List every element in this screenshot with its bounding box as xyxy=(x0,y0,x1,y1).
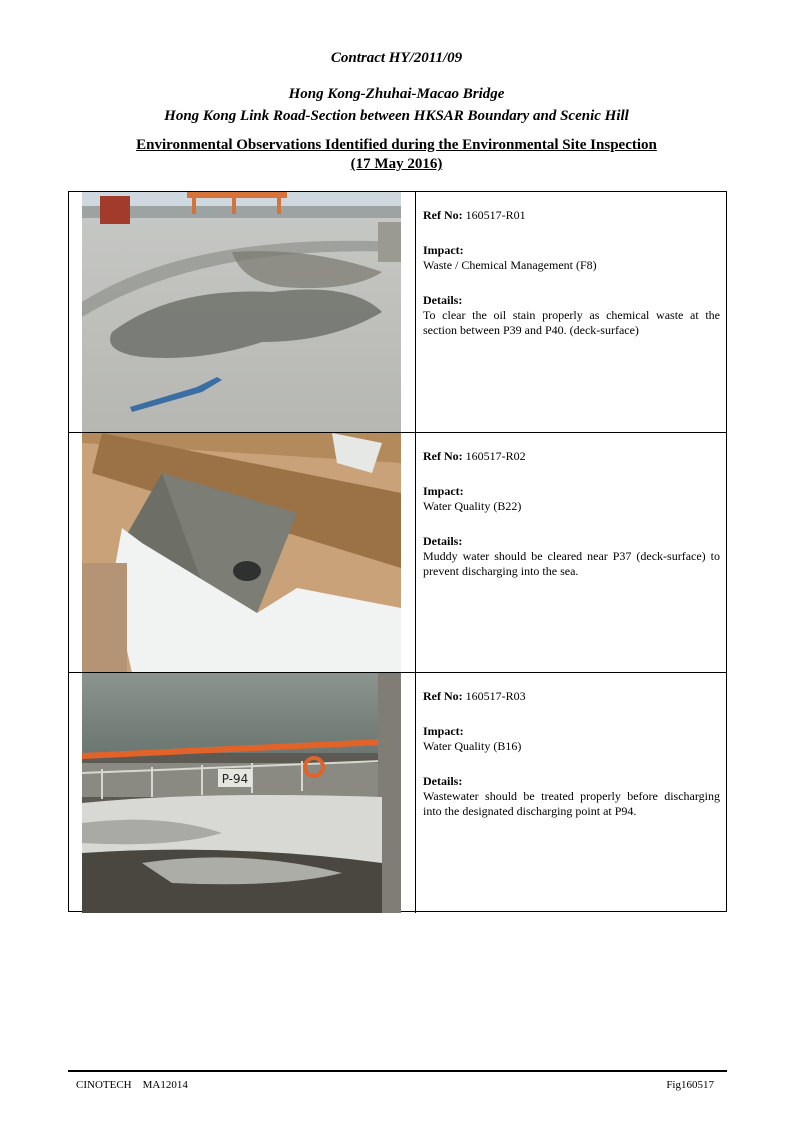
impact-value: Water Quality (B16) xyxy=(423,739,522,753)
ref-number: 160517-R03 xyxy=(465,689,526,703)
details-label: Details: xyxy=(423,534,463,548)
column-divider xyxy=(415,192,416,432)
pier-sign: P-94 xyxy=(221,772,249,786)
details-label: Details: xyxy=(423,293,463,307)
observation-text xyxy=(423,208,720,358)
details-label: Details: xyxy=(423,774,463,788)
details-value: To clear the oil stain properly as chemical waste at the section between P39 and P40. (deck-surface) xyxy=(423,308,720,337)
project-section: Hong Kong Link Road-Section between HKSAR Boundary and Scenic Hill xyxy=(164,108,629,124)
oil-stain-deck-photo xyxy=(82,192,401,432)
inspection-date: (17 May 2016) xyxy=(350,156,443,172)
ref-number: 160517-R01 xyxy=(465,208,526,222)
footer-company: CINOTECH MA12014 xyxy=(76,1079,188,1091)
details-value: Wastewater should be treated properly before discharging into the designated discharging point at P94. xyxy=(423,789,720,818)
ref-label: Ref No: xyxy=(423,449,463,463)
footer-figure-number: Fig160517 xyxy=(666,1079,714,1091)
ref-number: 160517-R02 xyxy=(465,449,526,463)
project-name: Hong Kong-Zhuhai-Macao Bridge xyxy=(288,86,505,102)
document-title: Environmental Observations Identified during the Environmental Site Inspection xyxy=(136,137,657,153)
observation-text xyxy=(423,689,720,839)
observation-text xyxy=(423,449,720,599)
details-value: Muddy water should be cleared near P37 (deck-surface) to prevent discharging into the sea. xyxy=(423,549,720,578)
ref-label: Ref No: xyxy=(423,208,463,222)
ref-label: Ref No: xyxy=(423,689,463,703)
impact-value: Water Quality (B22) xyxy=(423,499,522,513)
column-divider xyxy=(415,673,416,913)
footer-divider xyxy=(68,1070,727,1072)
muddy-water-pit-photo xyxy=(82,433,401,673)
observation-row xyxy=(69,672,726,913)
observation-row xyxy=(69,432,726,673)
observation-row xyxy=(69,192,726,432)
column-divider xyxy=(415,433,416,673)
wastewater-sea-photo xyxy=(82,673,401,913)
impact-label: Impact: xyxy=(423,724,464,738)
contract-number: Contract HY/2011/09 xyxy=(330,50,463,66)
impact-label: Impact: xyxy=(423,484,464,498)
observations-table xyxy=(68,191,727,912)
impact-value: Waste / Chemical Management (F8) xyxy=(423,258,597,272)
impact-label: Impact: xyxy=(423,243,464,257)
